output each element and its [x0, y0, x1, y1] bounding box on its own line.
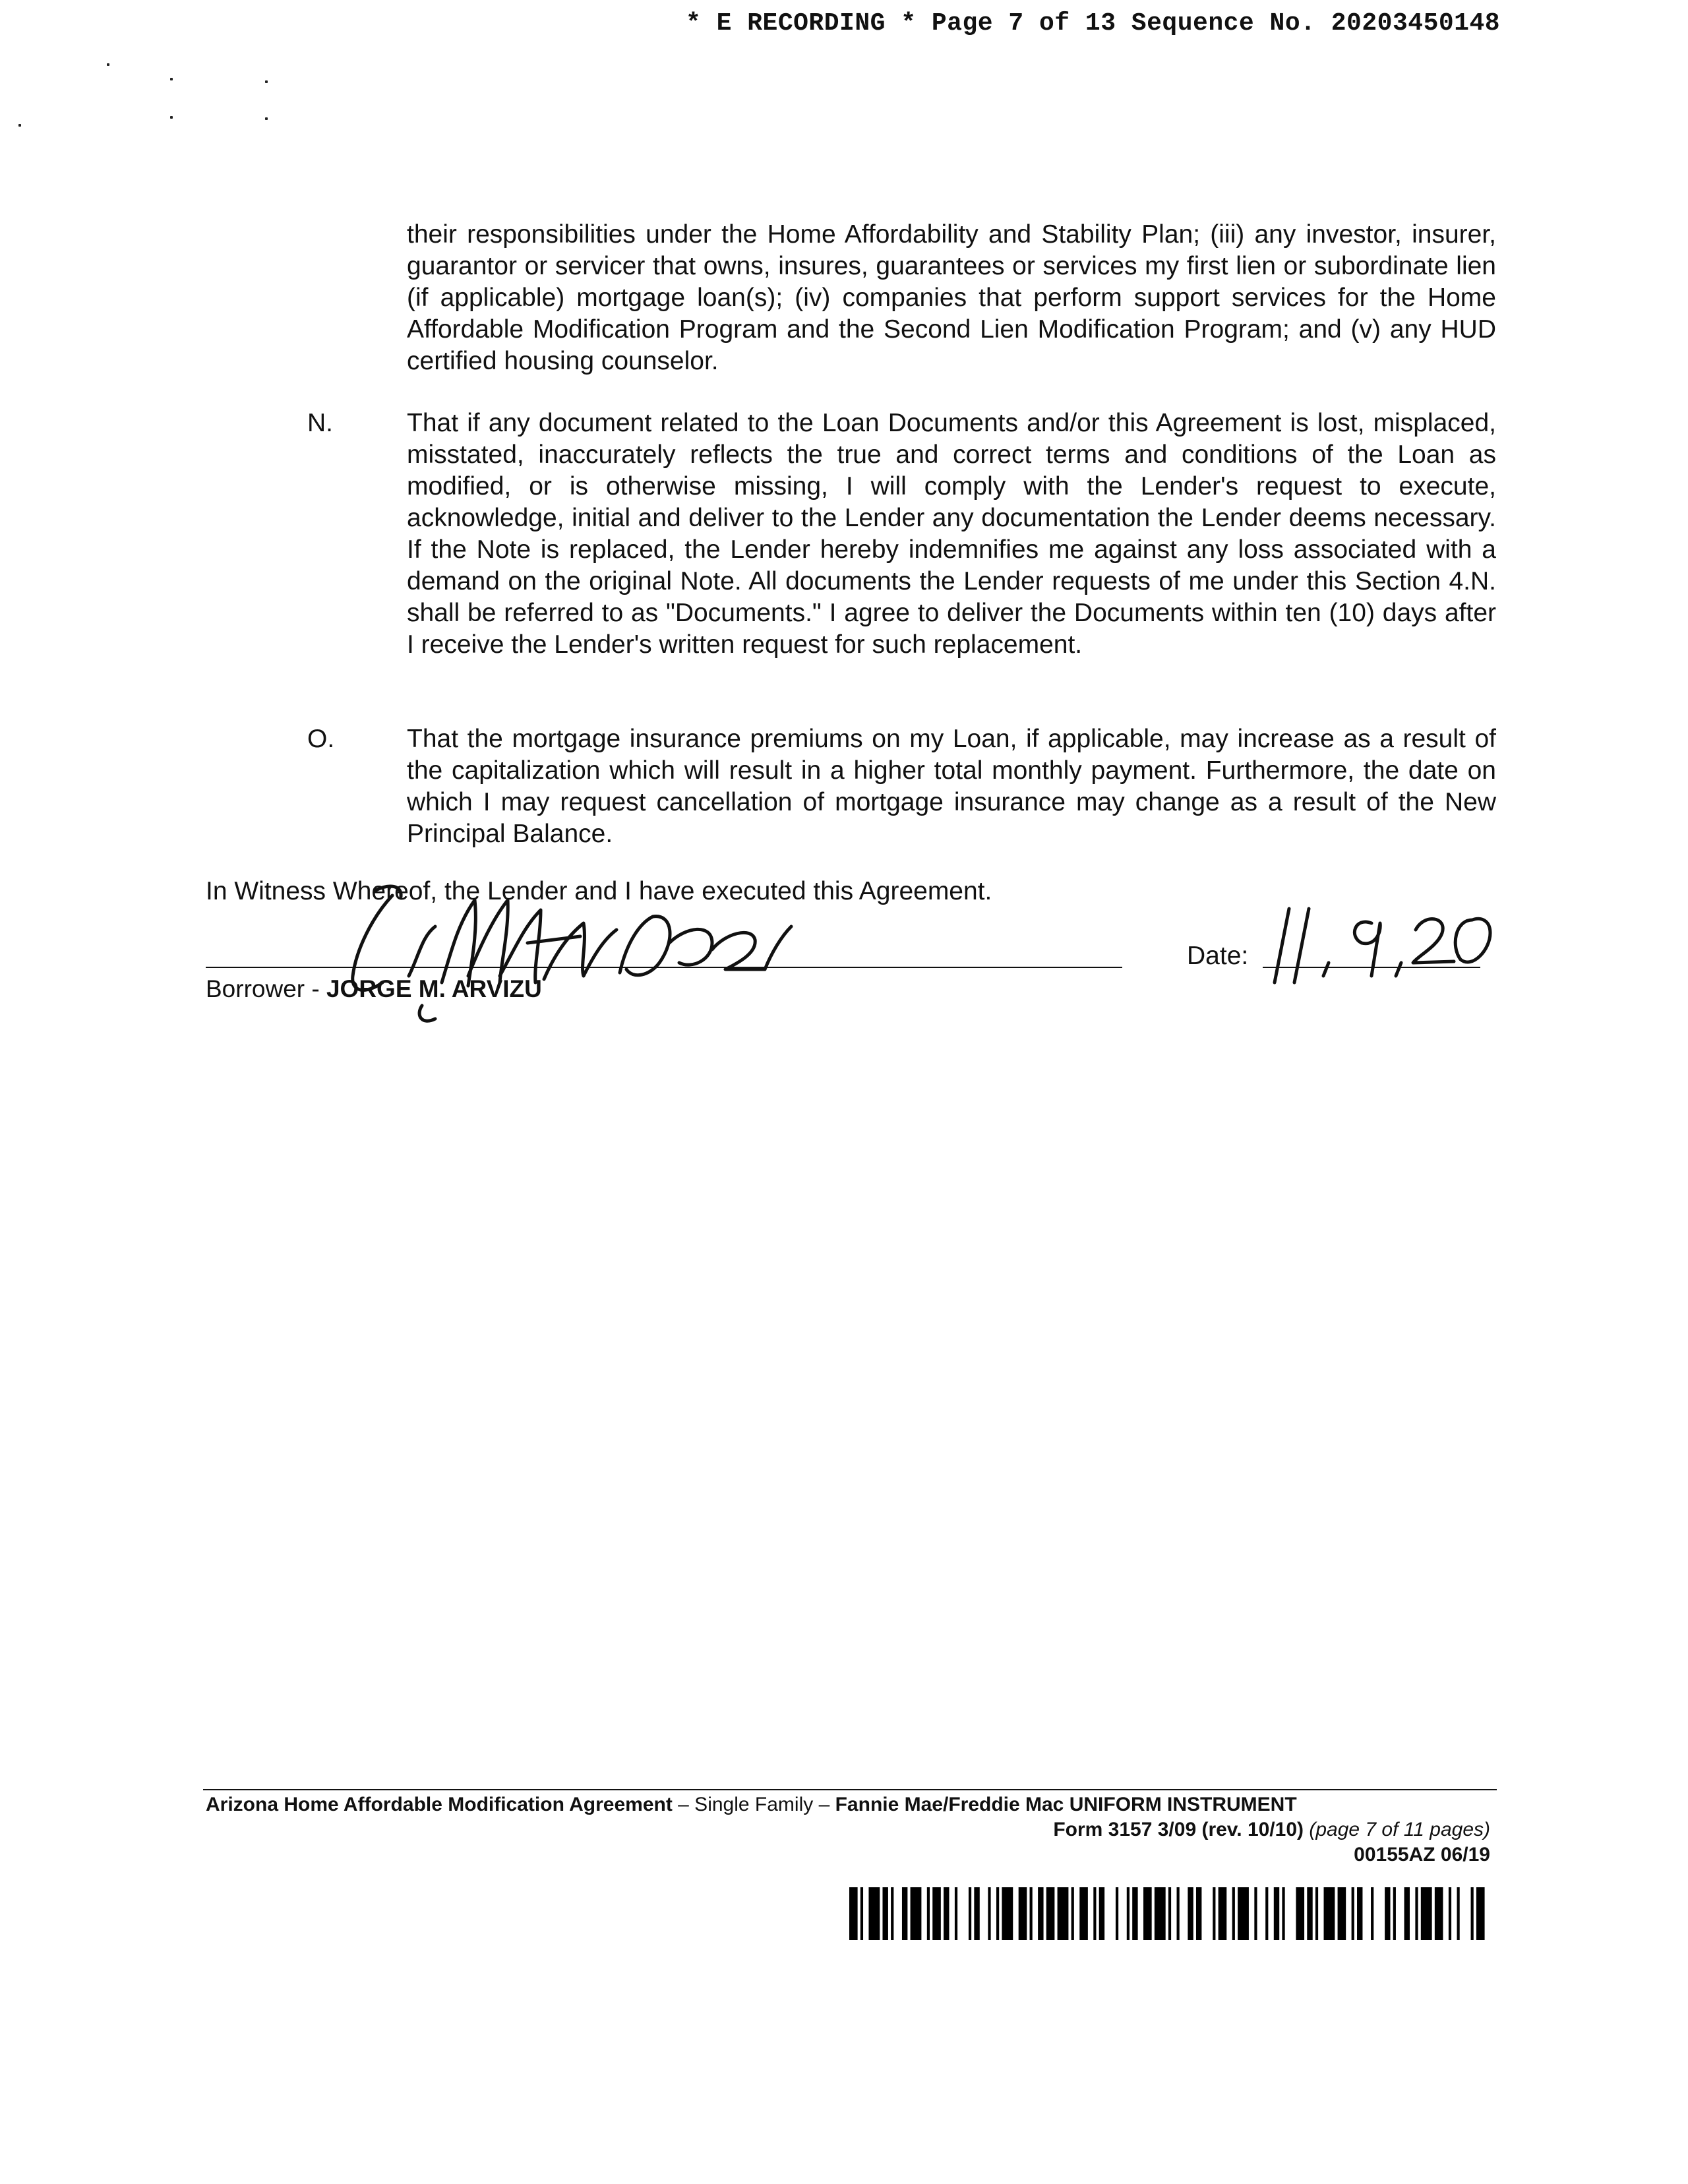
barcode — [849, 1887, 1490, 1940]
barcode-bar — [1274, 1887, 1279, 1940]
barcode-bar — [1030, 1887, 1033, 1940]
footer-title — [206, 1792, 1297, 1817]
scan-speck — [265, 80, 268, 83]
barcode-bar — [882, 1887, 888, 1940]
barcode-bar — [1238, 1887, 1249, 1940]
barcode-bar — [1143, 1887, 1152, 1940]
borrower-prefix: Borrower - — [206, 975, 326, 1002]
scan-speck — [107, 63, 109, 66]
barcode-bar — [974, 1887, 979, 1940]
barcode-bar — [891, 1887, 893, 1940]
barcode-bar — [1132, 1887, 1137, 1940]
barcode-bar — [1177, 1887, 1180, 1940]
barcode-bar — [1046, 1887, 1055, 1940]
footer-rule — [203, 1789, 1497, 1790]
footer-title-bold-1: Arizona Home Affordable Modification Agreement — [206, 1794, 673, 1815]
footer-page-count: (page 7 of 11 pages) — [1304, 1819, 1490, 1840]
scan-speck — [170, 78, 173, 80]
barcode-bar — [1357, 1887, 1362, 1940]
barcode-bar — [1099, 1887, 1104, 1940]
barcode-bar — [1435, 1887, 1443, 1940]
barcode-bar — [1385, 1887, 1390, 1940]
handwritten-signature — [343, 877, 818, 1029]
barcode-bar — [1476, 1887, 1485, 1940]
barcode-bar — [1449, 1887, 1451, 1940]
borrower-name: JORGE M. ARVIZU — [326, 975, 542, 1002]
barcode-bar — [1116, 1887, 1118, 1940]
recording-header: * E RECORDING * Page 7 of 13 Sequence No. 20203450148 — [686, 9, 1501, 38]
barcode-bar — [969, 1887, 971, 1940]
witness-statement: In Witness Whereof, the Lender and I have executed this Agreement. — [206, 877, 992, 905]
barcode-bar — [1196, 1887, 1201, 1940]
item-label-o: O. — [307, 725, 335, 753]
barcode-bar — [944, 1887, 949, 1940]
barcode-bar — [1265, 1887, 1268, 1940]
barcode-bar — [860, 1887, 863, 1940]
barcode-bar — [1307, 1887, 1312, 1940]
handwritten-date — [1263, 897, 1500, 989]
barcode-bar — [1254, 1887, 1257, 1940]
footer-form-line — [1053, 1817, 1490, 1842]
barcode-bar — [1071, 1887, 1074, 1940]
barcode-bar — [1371, 1887, 1373, 1940]
footer-code — [1354, 1842, 1490, 1867]
scan-speck — [265, 117, 268, 120]
barcode-bar — [1058, 1887, 1069, 1940]
barcode-bar — [1296, 1887, 1304, 1940]
barcode-bar — [1404, 1887, 1410, 1940]
barcode-bar — [1232, 1887, 1235, 1940]
barcode-bar — [996, 1887, 999, 1940]
date-label: Date: — [1187, 942, 1249, 970]
barcode-bar — [932, 1887, 941, 1940]
barcode-bar — [1079, 1887, 1088, 1940]
barcode-bar — [1471, 1887, 1474, 1940]
barcode-bar — [1421, 1887, 1432, 1940]
barcode-bar — [868, 1887, 880, 1940]
barcode-bar — [927, 1887, 930, 1940]
barcode-bar — [1393, 1887, 1396, 1940]
item-label-n: N. — [307, 409, 333, 437]
barcode-bar — [1213, 1887, 1215, 1940]
barcode-bar — [1168, 1887, 1171, 1940]
footer-title-plain: – Single Family – — [672, 1794, 835, 1815]
barcode-bar — [911, 1887, 922, 1940]
paragraph-o: That the mortgage insurance premiums on my Loan, if applicable, may increase as a result of the capitalization which will result in a higher total monthly payment. Furthermore, the date on which I may request cancellation of mortgage insurance may change as a result of the New Principal Balance. — [407, 725, 1496, 848]
barcode-bar — [1415, 1887, 1418, 1940]
footer-form-number: Form 3157 3/09 (rev. 10/10) — [1053, 1819, 1304, 1840]
barcode-bar — [1038, 1887, 1043, 1940]
barcode-bar — [955, 1887, 957, 1940]
barcode-bar — [1338, 1887, 1346, 1940]
barcode-bar — [849, 1887, 858, 1940]
paragraph-n: That if any document related to the Loan Documents and/or this Agreement is lost, misplaced, misstated, inaccurately reflects the true and correct terms and conditions of the Loan as modified, or is otherwise missing, I will comply with the Lender's request to execute, acknowledge, initial and deliver to the Lender any documentation the Lender deems necessary. If the Note is replaced, the Lender hereby indemnifies me against any loss associated with a demand on the original Note. All documents the Lender requests of me under this Section 4.N. shall be referred to as "Documents." I agree to deliver the Documents within ten (10) days after I receive the Lender's written request for such replacement. — [407, 409, 1496, 659]
barcode-bar — [902, 1887, 907, 1940]
barcode-bar — [1188, 1887, 1193, 1940]
barcode-bar — [1127, 1887, 1130, 1940]
barcode-bar — [1219, 1887, 1227, 1940]
barcode-bar — [1019, 1887, 1027, 1940]
barcode-bar — [1093, 1887, 1096, 1940]
scan-speck — [18, 124, 21, 127]
footer-code-text: 00155AZ 06/19 — [1354, 1844, 1490, 1866]
scan-speck — [170, 116, 173, 119]
paragraph-m-continued: their responsibilities under the Home Affordability and Stability Plan; (iii) any investor, insurer, guarantor or servicer that owns, insures, guarantees or services my first lien or subordinate lien (if applicable) mortgage loan(s); (iv) companies that perform support services for the Home Affordable Modification Program and the Second Lien Modification Program; and (v) any HUD certified housing counselor. — [407, 220, 1496, 375]
barcode-bar — [1457, 1887, 1460, 1940]
barcode-bar — [1324, 1887, 1335, 1940]
barcode-bar — [1352, 1887, 1354, 1940]
barcode-bar — [1155, 1887, 1166, 1940]
footer-title-bold-2: Fannie Mae/Freddie Mac UNIFORM INSTRUMENT — [835, 1794, 1297, 1815]
barcode-bar — [1282, 1887, 1284, 1940]
barcode-bar — [1002, 1887, 1013, 1940]
barcode-bar — [988, 1887, 990, 1940]
barcode-bar — [1315, 1887, 1318, 1940]
